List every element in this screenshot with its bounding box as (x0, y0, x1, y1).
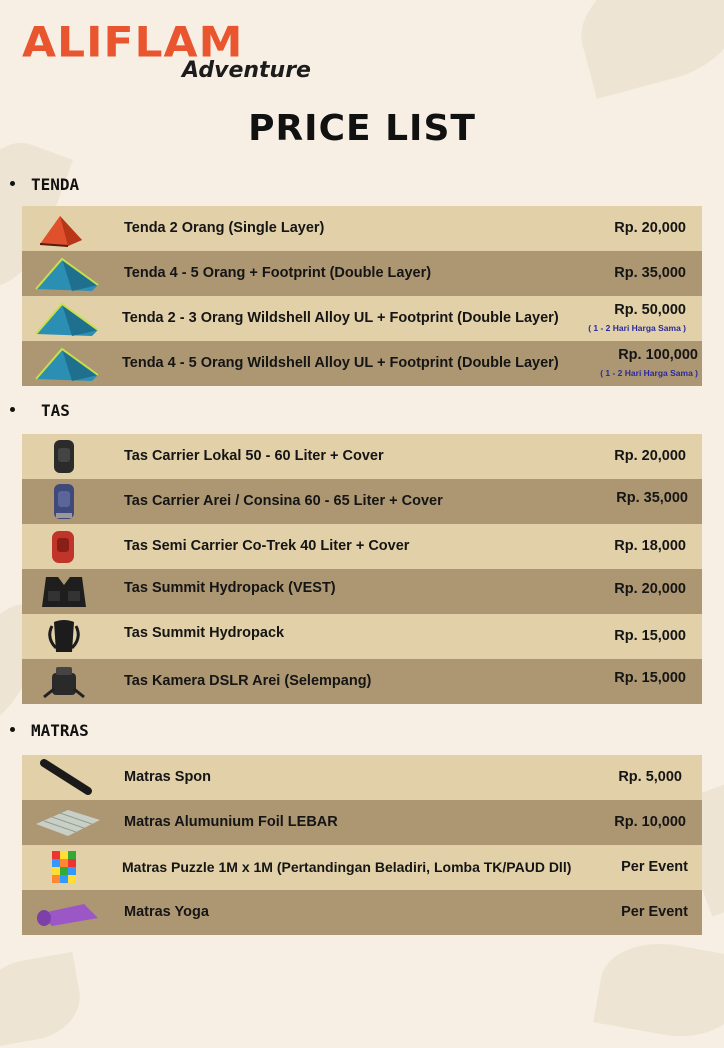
item-name: Tas Summit Hydropack (124, 625, 285, 641)
table-row (22, 206, 702, 251)
puzzle-mat-icon (32, 849, 102, 886)
item-name: Tas Summit Hydropack (VEST) (124, 580, 336, 596)
item-price: Per Event (621, 859, 688, 875)
table-row (22, 614, 702, 659)
item-name: Tas Carrier Lokal 50 - 60 Liter + Cover (124, 448, 384, 464)
bullet-icon (10, 407, 15, 412)
item-name: Tas Carrier Arei / Consina 60 - 65 Liter + Cover (124, 493, 443, 509)
hydropack-icon (32, 618, 102, 655)
item-name: Tenda 4 - 5 Orang + Footprint (Double Layer) (124, 265, 432, 281)
item-price: Rp. 20,000 (614, 220, 686, 236)
table-row (22, 755, 702, 800)
item-price: Rp. 35,000 (616, 490, 688, 506)
bullet-icon (10, 727, 15, 732)
background-leaf-decoration (0, 952, 86, 1048)
table-row (22, 341, 702, 386)
item-price: Per Event (621, 904, 688, 920)
vest-icon (32, 573, 102, 610)
brand-logo (22, 20, 312, 90)
section-heading-tas: TAS (10, 400, 70, 422)
item-price: Rp. 5,000 (618, 769, 682, 785)
table-row (22, 569, 702, 614)
table-row (22, 251, 702, 296)
item-price: Rp. 18,000 (614, 538, 686, 554)
table-row (22, 434, 702, 479)
item-price: Rp. 35,000 (614, 265, 686, 281)
item-price: Rp. 15,000 (614, 670, 686, 686)
table-row (22, 845, 702, 890)
backpack-icon (32, 483, 102, 520)
section-heading-matras: MATRAS (10, 720, 89, 742)
camera-bag-icon (32, 663, 102, 700)
foil-mat-icon (32, 804, 102, 841)
table-row (22, 296, 702, 341)
item-name: Tenda 4 - 5 Orang Wildshell Alloy UL + Footprint (Double Layer) (122, 355, 559, 371)
yoga-mat-icon (32, 894, 102, 931)
item-name: Matras Alumunium Foil LEBAR (124, 814, 338, 830)
item-price: Rp. 10,000 (614, 814, 686, 830)
item-price: Rp. 20,000 (614, 581, 686, 597)
matras-table (22, 755, 702, 935)
page-title: PRICE LIST (248, 108, 476, 149)
item-name: Matras Spon (124, 769, 212, 785)
item-name: Matras Puzzle 1M x 1M (Pertandingan Beladiri, Lomba TK/PAUD Dll) (122, 859, 572, 875)
backpack-icon (32, 528, 102, 565)
item-name: Tenda 2 Orang (Single Layer) (124, 220, 325, 236)
item-name: Tas Semi Carrier Co-Trek 40 Liter + Cover (124, 538, 410, 554)
brand-name: ALIFLAM (22, 18, 244, 67)
background-leaf-decoration (593, 934, 724, 1047)
background-leaf-decoration (568, 0, 724, 99)
backpack-icon (32, 438, 102, 475)
table-row (22, 524, 702, 569)
section-heading-tenda: TENDA (10, 174, 79, 196)
price-note: ( 1 - 2 Hari Harga Sama ) (600, 368, 698, 378)
item-name: Tenda 2 - 3 Orang Wildshell Alloy UL + Footprint (Double Layer) (122, 310, 559, 326)
tent-icon (32, 255, 102, 292)
tent-icon (32, 300, 102, 337)
tent-icon (32, 210, 102, 247)
table-row (22, 800, 702, 845)
item-price: Rp. 50,000 ( 1 - 2 Hari Harga Sama ) (588, 302, 686, 336)
item-name: Matras Yoga (124, 904, 209, 920)
item-price: Rp. 15,000 (614, 628, 686, 644)
brand-tagline: Adventure (182, 58, 311, 83)
price-note: ( 1 - 2 Hari Harga Sama ) (588, 323, 686, 333)
item-price: Rp. 20,000 (614, 448, 686, 464)
table-row (22, 890, 702, 935)
bullet-icon (10, 181, 15, 186)
tenda-table (22, 206, 702, 386)
tent-icon (32, 345, 102, 382)
tas-table (22, 434, 702, 704)
table-row (22, 659, 702, 704)
item-name: Tas Kamera DSLR Arei (Selempang) (124, 673, 372, 689)
table-row (22, 479, 702, 524)
rolled-mat-icon (32, 759, 102, 796)
item-price: Rp. 100,000 ( 1 - 2 Hari Harga Sama ) (600, 347, 698, 381)
